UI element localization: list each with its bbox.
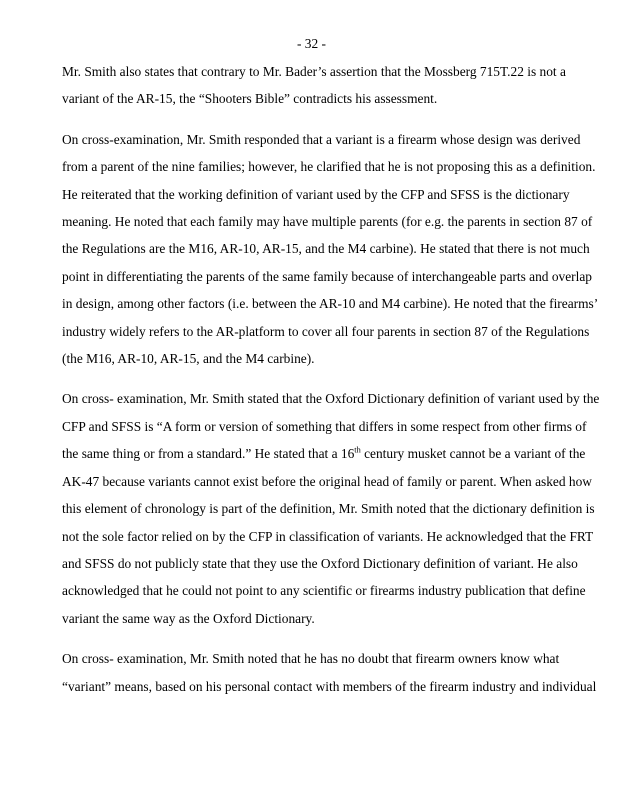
text-line: from a parent of the nine families; however, he clarified that he is not proposing this as a definition. bbox=[62, 159, 596, 175]
text-line: not the sole factor relied on by the CFP in classification of variants. He acknowledged that the FRT bbox=[62, 528, 594, 544]
text-line: the Regulations are the M16, AR-10, AR-15, and the M4 carbine). He stated that there is not much bbox=[62, 241, 590, 257]
page-number: - 32 - bbox=[296, 36, 326, 51]
text-line: point in differentiating the parents of the same family because of interchangeable parts and overlap bbox=[62, 268, 592, 284]
text-line: industry widely refers to the AR-platform to cover all four parents in section 87 of the Regulations bbox=[62, 323, 590, 339]
paragraph bbox=[62, 385, 600, 632]
paragraph bbox=[62, 126, 599, 373]
text-line: On cross-examination, Mr. Smith responded that a variant is a firearm whose design was derived bbox=[62, 131, 581, 147]
text-line: On cross- examination, Mr. Smith noted that he has no doubt that firearm owners know what bbox=[62, 651, 560, 667]
text-line: CFP and SFSS is “A form or version of something that differs in some respect from other firms of bbox=[62, 418, 587, 434]
text-line: meaning. He noted that each family may have multiple parents (for e.g. the parents in section 87 of bbox=[62, 214, 593, 230]
text-line: the same thing or from a standard.” He stated that a 16th century musket cannot be a variant of the bbox=[62, 445, 586, 462]
text-line: in design, among other factors (i.e. between the AR-10 and M4 carbine). He noted that the firearms’ bbox=[62, 296, 599, 312]
paragraph bbox=[62, 645, 597, 700]
text-line: this element of chronology is part of the definition, Mr. Smith noted that the dictionary definition is bbox=[62, 501, 595, 517]
text-line: variant the same way as the Oxford Dictionary. bbox=[62, 610, 315, 626]
text-line: (the M16, AR-10, AR-15, and the M4 carbine). bbox=[62, 351, 315, 367]
text-line: acknowledged that he could not point to any scientific or firearms industry publication that define bbox=[62, 583, 586, 599]
text-line: “variant” means, based on his personal contact with members of the firearm industry and individual bbox=[62, 678, 597, 694]
text-line: AK-47 because variants cannot exist before the original head of family or parent. When asked how bbox=[62, 473, 592, 489]
document-paragraphs bbox=[62, 58, 600, 700]
text-line: and SFSS do not publicly state that they use the Oxford Dictionary definition of variant. He also bbox=[62, 555, 578, 571]
text-line: On cross- examination, Mr. Smith stated that the Oxford Dictionary definition of variant used by the bbox=[62, 391, 600, 407]
text-line: variant of the AR-15, the “Shooters Bible” contradicts his assessment. bbox=[62, 91, 438, 107]
text-line: He reiterated that the working definition of variant used by the CFP and SFSS is the dictionary bbox=[62, 186, 570, 202]
paragraph bbox=[62, 58, 566, 113]
superscript-text: th bbox=[354, 445, 361, 455]
text-line: Mr. Smith also states that contrary to Mr. Bader’s assertion that the Mossberg 715T.22 is not a bbox=[62, 64, 566, 79]
